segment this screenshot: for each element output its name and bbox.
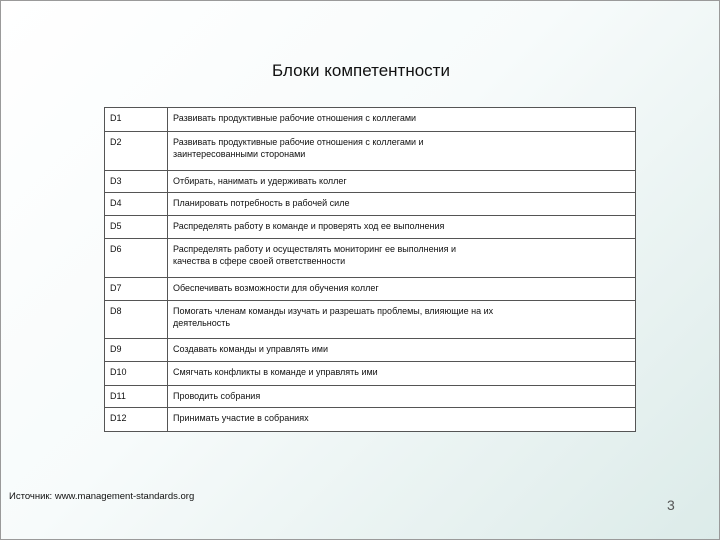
row-text: Планировать потребность в рабочей силе bbox=[168, 193, 636, 216]
row-code: D1 bbox=[105, 108, 168, 132]
table-row bbox=[105, 171, 636, 193]
row-text: Проводить собрания bbox=[168, 386, 636, 408]
row-code: D5 bbox=[105, 216, 168, 239]
table-row bbox=[105, 216, 636, 239]
competence-table bbox=[104, 107, 636, 432]
row-code: D9 bbox=[105, 339, 168, 362]
table-row bbox=[105, 239, 636, 278]
table-row bbox=[105, 408, 636, 432]
row-code: D7 bbox=[105, 278, 168, 301]
row-text-wrap: Развивать продуктивные рабочие отношения с коллегами и заинтересованными сторонами bbox=[173, 137, 424, 159]
row-code: D6 bbox=[105, 239, 168, 278]
row-text bbox=[168, 132, 636, 171]
row-text: Создавать команды и управлять ими bbox=[168, 339, 636, 362]
row-text: Принимать участие в собраниях bbox=[168, 408, 636, 432]
row-text: Развивать продуктивные рабочие отношения с коллегами bbox=[168, 108, 636, 132]
row-text-wrap: Распределять работу и осуществлять мониторинг ее выполнения и качества в сфере своей ответственности bbox=[173, 244, 457, 266]
row-text-wrap: Помогать членам команды изучать и разрешать проблемы, влияющие на их деятельность bbox=[173, 306, 494, 328]
table-row bbox=[105, 193, 636, 216]
row-text: Обеспечивать возможности для обучения коллег bbox=[168, 278, 636, 301]
table-row bbox=[105, 339, 636, 362]
table-row bbox=[105, 362, 636, 386]
row-text bbox=[168, 239, 636, 278]
row-code: D12 bbox=[105, 408, 168, 432]
row-code: D10 bbox=[105, 362, 168, 386]
row-text: Распределять работу в команде и проверять ход ее выполнения bbox=[168, 216, 636, 239]
table-row bbox=[105, 278, 636, 301]
row-code: D11 bbox=[105, 386, 168, 408]
row-text bbox=[168, 301, 636, 339]
page-number: 3 bbox=[667, 497, 675, 513]
row-code: D4 bbox=[105, 193, 168, 216]
slide-title: Блоки компетентности bbox=[272, 61, 450, 80]
table-row bbox=[105, 301, 636, 339]
table-row bbox=[105, 132, 636, 171]
row-code: D3 bbox=[105, 171, 168, 193]
table-row bbox=[105, 386, 636, 408]
row-code: D8 bbox=[105, 301, 168, 339]
row-text: Отбирать, нанимать и удерживать коллег bbox=[168, 171, 636, 193]
row-text: Смягчать конфликты в команде и управлять ими bbox=[168, 362, 636, 386]
row-code: D2 bbox=[105, 132, 168, 171]
table-row bbox=[105, 108, 636, 132]
source-note: Источник: www.management-standards.org bbox=[9, 491, 195, 502]
